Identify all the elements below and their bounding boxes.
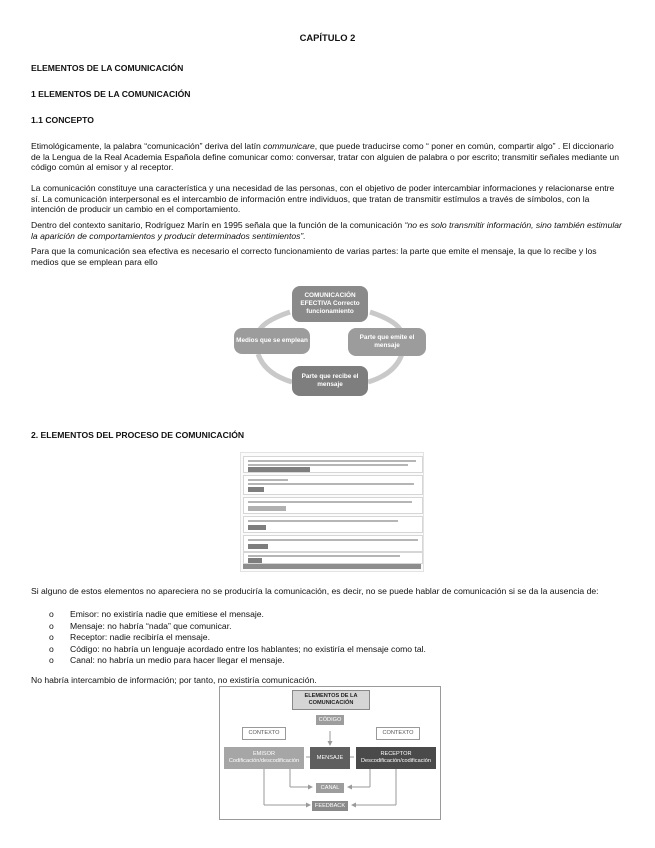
bullet-icon: o [49,643,54,654]
emisor-box: EMISOR Codificación/descodificación [224,747,304,769]
canal-box: CANAL [316,783,344,793]
image-row [243,516,423,533]
list-item: o Receptor: nadie recibiría el mensaje. [49,632,210,643]
concept-p1-latin: communicare [263,141,315,151]
cycle-node-receiver: Parte que recibe el mensaje [292,366,368,396]
image-row [243,552,423,564]
cycle-node-effective: COMUNICACIÓN EFECTIVA Correcto funcionamiento [292,286,368,322]
bullet-icon: o [49,609,54,619]
receptor-box: RECEPTOR Descodificación/codificación [356,747,436,769]
image-row [243,497,423,514]
concept-p1-start: Etimológicamente, la palabra “comunicación” deriva del latín [31,141,264,151]
section-heading-main: ELEMENTOS DE LA COMUNICACIÓN [31,63,184,73]
image-row [243,456,423,473]
section-heading-1: 1 ELEMENTOS DE LA COMUNICACIÓN [31,89,191,99]
diagram-title: ELEMENTOS DE LA COMUNICACIÓN [292,690,370,710]
concept-p1-end: , que puede traducirse como “ poner en común, compartir algo” . El diccionario de la Lengua de la Real Academia Española define comunicar como: conversar, tratar con alguien de palabra o por escrito; transmitir señales mediante un código común al emisor y al receptor. [31,141,620,173]
codigo-box: CÓDIGO [316,715,344,725]
cycle-node-sender: Parte que emite el mensaje [348,328,426,356]
bullet-icon: o [49,655,54,666]
concept-paragraph-1 [31,141,623,173]
bullet-icon: o [49,632,54,643]
section-heading-2: 2. ELEMENTOS DEL PROCESO DE COMUNICACIÓN [31,430,245,440]
list-item: o Canal: no habría un medio para hacer llegar el mensaje. [49,655,285,666]
concept-p3-quote: “no es solo transmitir información, sino también estimular la aparición de comportamientos y producir determinados sentimientos”. [31,220,622,241]
contexto-left-box: CONTEXTO [242,727,286,740]
mensaje-box: MENSAJE [310,747,350,769]
cycle-node-means: Medios que se emplean [234,328,310,354]
section-heading-1-1: 1.1 CONCEPTO [31,115,94,125]
list-item: o Emisor: no existiría nadie que emitiese el mensaje. [49,609,264,619]
list-item: o Mensaje: no habría “nada” que comunicar. [49,620,232,631]
image-row [243,475,423,495]
concept-paragraph-4: Para que la comunicación sea efectiva es necesario el correcto funcionamiento de varias partes: la parte que emite el mensaje, la que lo recibe y los medios que se emplean para ello [31,246,597,267]
bullet-icon: o [49,620,54,631]
absence-outro: No habría intercambio de información; por tanto, no existiría comunicación. [31,675,317,685]
absence-list [48,609,608,667]
feedback-box: FEEDBACK [312,801,348,811]
image-row [243,535,423,552]
concept-paragraph-2: La comunicación constituye una característica y una necesidad de las personas, con el objetivo de poder intercambiar informaciones y relacionarse entre sí. La comunicación interpersonal es el intercambio de información entre individuos, que tratan de transmitir estímulos a través de símbolos, con la intención de producir un cambio en el comportamiento. [31,183,615,215]
elements-diagram [219,686,441,820]
communication-cycle-diagram [230,282,430,400]
absence-intro: Si alguno de estos elementos no apareciera no se produciría la comunicación, es decir, no se puede hablar de comunicación si se da la ausencia de: [31,586,599,596]
concept-p3-start: Dentro del contexto sanitario, Rodríguez Marín en 1995 señala que la función de la comunicación [31,220,405,230]
process-elements-image [240,452,424,572]
chapter-title: CAPÍTULO 2 [299,32,356,43]
list-item: o Código: no habría un lenguaje acordado entre los hablantes; no existiría el mensaje como tal. [49,643,426,654]
concept-paragraph-3 [31,220,623,241]
contexto-right-box: CONTEXTO [376,727,420,740]
